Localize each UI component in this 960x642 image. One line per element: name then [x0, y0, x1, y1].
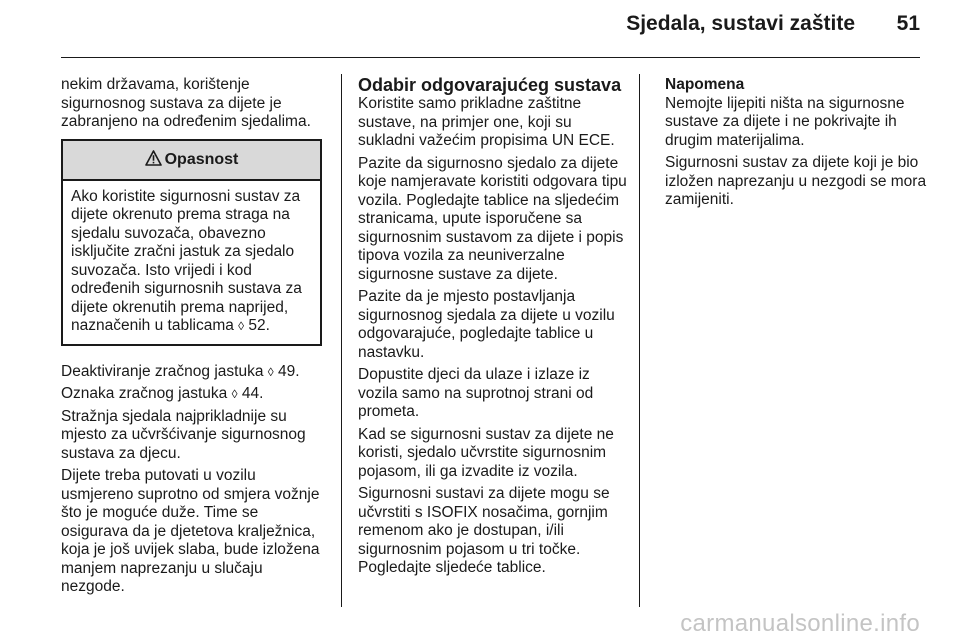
paragraph: Koristite samo prikladne zaštitne sustave, na primjer one, koji su sukladni važećim propisima UN ECE.	[358, 95, 615, 149]
watermark: carmanualsonline.info	[680, 610, 920, 637]
column-1	[61, 76, 326, 601]
paragraph: Pazite da je mjesto postavljanja sigurnosnog sjedala za dijete u vozilu odgovarajuće, pogledajte tablice u nastavku.	[358, 288, 615, 361]
danger-box-body	[63, 181, 320, 344]
danger-box-text: Ako koristite sigurnosni sustav za dijete okrenuto prema straga na sjedalu suvozača, obavezno isključite zračni jastuk za sjedalo suvozača. Isto vrijedi i kod određenih sigurnosnih sustava za dijete okrenutih prema naprijed, naznačenih u tablicama	[71, 187, 302, 334]
danger-box-title: Opasnost	[164, 150, 239, 168]
page-ref-44[interactable]: 44.	[241, 385, 264, 402]
page-header-title: Sjedala, sustavi zaštite	[626, 12, 855, 35]
airbag-deactivation-ref	[61, 363, 326, 382]
page-ref-arrow-icon: ◊	[238, 319, 245, 333]
column-divider-1	[341, 74, 342, 607]
note-heading: Napomena	[665, 76, 745, 93]
page-ref-arrow-icon: ◊	[231, 387, 238, 401]
section-heading: Odabir odgovarajućeg sustava	[358, 75, 622, 95]
rear-seats-paragraph: Stražnja sjedala najprikladnije su mjesto za učvršćivanje sigurnosnog sustava za djecu.	[61, 407, 306, 462]
ref-text: Deaktiviranje zračnog jastuka	[61, 362, 264, 380]
paragraph: Sigurnosni sustavi za dijete mogu se učvrstiti s ISOFIX nosačima, gornjim remenom ako je dostupan, i/ili sigurnosnim pojasom u tri točke. Pogledajte sljedeće tablice.	[358, 485, 610, 576]
header-divider	[61, 57, 920, 58]
danger-box-page-ref[interactable]: 52.	[248, 317, 270, 334]
warning-triangle-icon	[145, 143, 162, 181]
paragraph: Dopustite djeci da ulaze i izlaze iz vozila samo na suprotnoj strani od prometa.	[358, 366, 594, 420]
paragraph: Pazite da sigurnosno sjedalo za dijete koje namjeravate koristiti odgovara tipu vozila. Pogledajte tablice na sljedećim stranicama, upute isporučene sa sigurnosnim sustavom za dijete i popis tipova vozila za neuniverzalne sigurnosne sustave za dijete.	[358, 154, 627, 283]
ref-text: Oznaka zračnog jastuka	[61, 385, 228, 402]
replacement-paragraph: Sigurnosni sustav za dijete koji je bio izložen naprezanju u nezgodi se mora zamijeniti.	[665, 154, 927, 208]
note-body: Nemojte lijepiti ništa na sigurnosne sustave za dijete i ne pokrivajte ih drugim materijalima.	[665, 94, 905, 149]
danger-box-header	[63, 141, 320, 181]
column-2	[358, 76, 628, 582]
page-ref-49[interactable]: 49.	[278, 362, 300, 380]
paragraph: Kad se sigurnosni sustav za dijete ne koristi, sjedalo učvrstite sigurnosnim pojasom, ili ga izvadite iz vozila.	[358, 425, 614, 480]
page-number: 51	[896, 12, 920, 35]
rearward-facing-paragraph: Dijete treba putovati u vozilu usmjereno suprotno od smjera vožnje što je moguće duže. Time se osigurava da je djetetova kralježnica, koja je još uvijek slaba, bude izložena manjem naprezanju u slučaju nezgode.	[61, 467, 320, 595]
page-ref-arrow-icon: ◊	[267, 364, 274, 379]
column-divider-2	[639, 74, 640, 607]
danger-box	[61, 139, 322, 346]
column-3	[665, 76, 930, 214]
airbag-label-ref	[61, 385, 326, 404]
intro-paragraph: nekim državama, korištenje sigurnosnog sustava za dijete je zabranjeno na određenim sjedalima.	[61, 76, 311, 130]
